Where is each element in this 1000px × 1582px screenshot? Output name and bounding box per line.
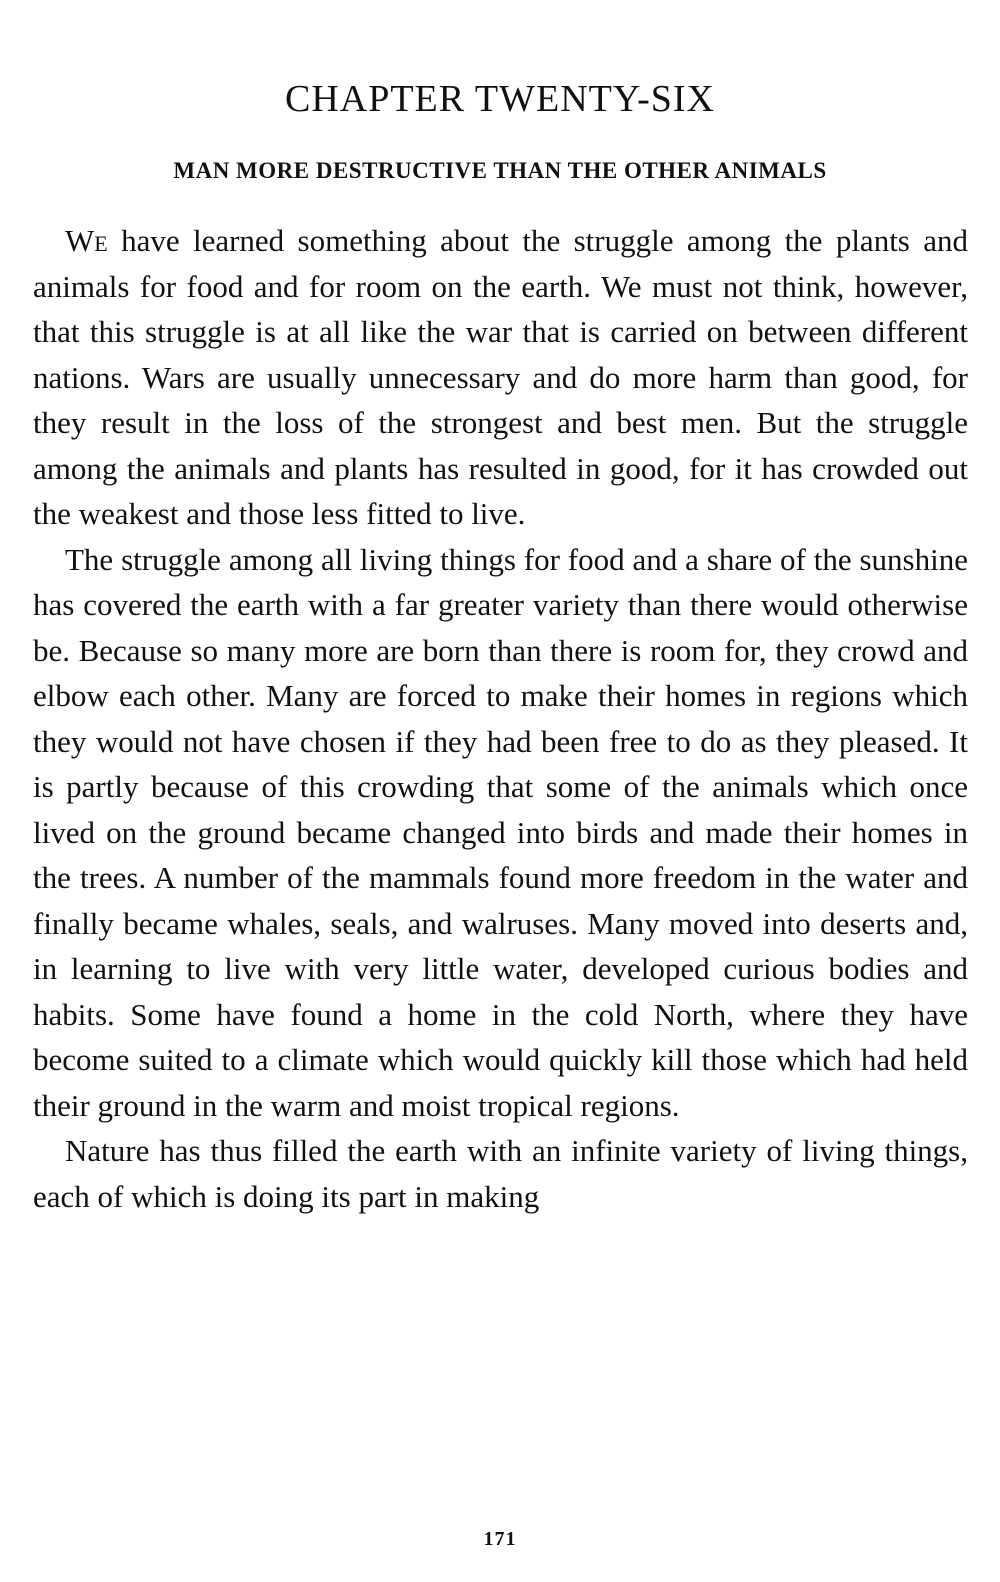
paragraph-3: Nature has thus filled the earth with an infinite variety of living things, each of which is doing its part in making [33,1133,968,1214]
page-number: 171 [483,1528,517,1550]
paragraph-text: have learned something about the struggle among the plants and animals for food and for room on the earth. We must not think, however, that this struggle is at all like the war that is carried on between different nations. Wars are usually unnecessary and do more harm than good, for they result in the loss of the strongest and best men. But the struggle among the animals and plants has resulted in good, for it has crowded out the weakest and those less fitted to live. [33,223,968,531]
chapter-title: CHAPTER TWENTY-SIX [284,78,715,120]
paragraph-lead-word: We [65,223,108,258]
paragraph-2: The struggle among all living things for food and a share of the sunshine has covered the earth with a far greater variety than there would otherwise be. Because so many more are born than there is room for, they crowd and elbow each other. Many are forced to make their homes in regions which they would not have chosen if they had been free to do as they pleased. It is partly because of this crowding that some of the animals which once lived on the ground became changed into birds and made their homes in the trees. A number of the mammals found more freedom in the water and finally became whales, seals, and walruses. Many moved into deserts and, in learning to live with very little water, developed curious bodies and habits. Some have found a home in the cold North, where they have become suited to a climate which would quickly kill those which had held their ground in the warm and moist tropical regions. [33,541,968,1123]
body-text [33,218,968,1219]
paragraph-1 [33,218,968,537]
chapter-subtitle: MAN MORE DESTRUCTIVE THAN THE OTHER ANIMALS [173,158,827,183]
